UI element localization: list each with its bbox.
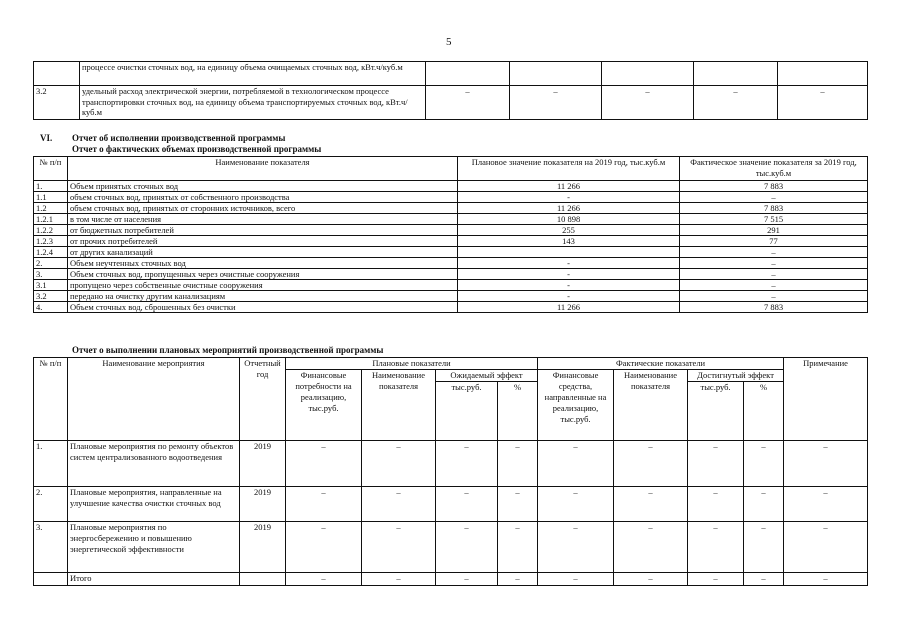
- row-number: 1.2.3: [34, 236, 68, 247]
- row-number: 2.: [34, 487, 68, 522]
- row-name: Итого: [68, 573, 240, 586]
- row-fact: –: [680, 247, 868, 258]
- row-number: 3.1: [34, 280, 68, 291]
- row-number: [34, 573, 68, 586]
- cell: –: [744, 522, 784, 573]
- table-header-row: [34, 358, 868, 370]
- cell: –: [286, 441, 362, 487]
- energy-consumption-table: [33, 61, 868, 120]
- table-row: [34, 181, 868, 192]
- cell: [778, 62, 868, 86]
- header-fact-effect-rub: тыс.руб.: [688, 382, 744, 441]
- row-year: 2019: [240, 441, 286, 487]
- row-number: 3.: [34, 522, 68, 573]
- cell: –: [436, 487, 498, 522]
- row-name: Объем неучтенных сточных вод: [68, 258, 458, 269]
- row-plan: -: [458, 269, 680, 280]
- cell: –: [744, 573, 784, 586]
- row-plan: -: [458, 291, 680, 302]
- table-row: [34, 214, 868, 225]
- cell: –: [436, 573, 498, 586]
- cell: –: [498, 522, 538, 573]
- header-name: Наименование мероприятия: [68, 358, 240, 441]
- measures-table: [33, 357, 868, 586]
- header-num: № п/п: [34, 157, 68, 181]
- row-name: Плановые мероприятия по энергосбережению и повышению энергетической эффективности: [68, 522, 240, 573]
- header-plan-indicator: Наименование показателя: [362, 370, 436, 441]
- row-number: 1.2: [34, 203, 68, 214]
- table-row: [34, 225, 868, 236]
- row-plan: -: [458, 258, 680, 269]
- cell: –: [362, 441, 436, 487]
- cell: –: [538, 522, 614, 573]
- table-row: [34, 258, 868, 269]
- cell: –: [286, 487, 362, 522]
- table-row: [34, 441, 868, 487]
- section-number: VI.: [40, 133, 53, 143]
- row-fact: 77: [680, 236, 868, 247]
- cell: –: [498, 573, 538, 586]
- row-number: 1.: [34, 181, 68, 192]
- cell: –: [688, 487, 744, 522]
- cell: –: [362, 487, 436, 522]
- cell: –: [362, 522, 436, 573]
- cell: –: [538, 573, 614, 586]
- cell: –: [784, 573, 868, 586]
- row-plan: -: [458, 280, 680, 291]
- cell: –: [362, 573, 436, 586]
- table-row: [34, 522, 868, 573]
- cell: –: [744, 441, 784, 487]
- row-name: объем сточных вод, принятых от собственного производства: [68, 192, 458, 203]
- row-name: Объем сточных вод, сброшенных без очистки: [68, 302, 458, 313]
- row-fact: 7 515: [680, 214, 868, 225]
- cell: [602, 62, 694, 86]
- row-plan: 143: [458, 236, 680, 247]
- row-name: пропущено через собственные очистные сооружения: [68, 280, 458, 291]
- row-plan: 11 266: [458, 302, 680, 313]
- row-fact: 291: [680, 225, 868, 236]
- header-plan-effect: Ожидаемый эффект: [436, 370, 538, 382]
- row-text: процессе очистки сточных вод, на единицу объема очищаемых сточных вод, кВт.ч/куб.м: [80, 62, 426, 86]
- row-number: 1.2.1: [34, 214, 68, 225]
- table-row: [34, 269, 868, 280]
- header-fact-effect-pct: %: [744, 382, 784, 441]
- cell: –: [688, 573, 744, 586]
- row-name: от прочих потребителей: [68, 236, 458, 247]
- row-number: 3.2: [34, 291, 68, 302]
- header-num: № п/п: [34, 358, 68, 441]
- cell: –: [694, 86, 778, 120]
- page-number: 5: [446, 36, 452, 48]
- cell: [694, 62, 778, 86]
- row-plan: 255: [458, 225, 680, 236]
- row-name: Объем сточных вод, пропущенных через очистные сооружения: [68, 269, 458, 280]
- header-plan-group: Плановые показатели: [286, 358, 538, 370]
- table-header-row: [34, 157, 868, 181]
- cell: –: [498, 487, 538, 522]
- row-number: 3.: [34, 269, 68, 280]
- row-name: в том числе от населения: [68, 214, 458, 225]
- header-plan: Плановое значение показателя на 2019 год, тыс.куб.м: [458, 157, 680, 181]
- cell: –: [286, 522, 362, 573]
- row-number: 4.: [34, 302, 68, 313]
- row-name: от других канализаций: [68, 247, 458, 258]
- header-plan-effect-pct: %: [498, 382, 538, 441]
- table-row: [34, 302, 868, 313]
- cell: –: [614, 441, 688, 487]
- cell: –: [784, 441, 868, 487]
- header-note: Примечание: [784, 358, 868, 441]
- row-name: объем сточных вод, принятых от сторонних источников, всего: [68, 203, 458, 214]
- row-name: Объем принятых сточных вод: [68, 181, 458, 192]
- table-row: [34, 280, 868, 291]
- cell: –: [778, 86, 868, 120]
- section-subtitle-volumes: Отчет о фактических объемах производственной программы: [72, 144, 322, 154]
- header-fact-group: Фактические показатели: [538, 358, 784, 370]
- cell: –: [602, 86, 694, 120]
- cell: –: [688, 522, 744, 573]
- cell: –: [784, 487, 868, 522]
- table-row: [34, 487, 868, 522]
- table-row: [34, 247, 868, 258]
- cell: –: [614, 573, 688, 586]
- row-name: Плановые мероприятия по ремонту объектов систем централизованного водоотведения: [68, 441, 240, 487]
- cell: –: [614, 522, 688, 573]
- cell: –: [538, 441, 614, 487]
- table-total-row: [34, 573, 868, 586]
- cell: –: [426, 86, 510, 120]
- row-number: 2.: [34, 258, 68, 269]
- cell: –: [498, 441, 538, 487]
- row-fact: –: [680, 291, 868, 302]
- row-fact: –: [680, 280, 868, 291]
- header-fact: Фактическое значение показателя за 2019 год, тыс.куб.м: [680, 157, 868, 181]
- row-name: от бюджетных потребителей: [68, 225, 458, 236]
- row-year: [240, 573, 286, 586]
- header-plan-finance: Финансовые потребности на реализацию, тыс.руб.: [286, 370, 362, 441]
- table-row: [34, 62, 868, 86]
- section-title: Отчет об исполнении производственной программы: [72, 133, 286, 143]
- header-fact-effect: Достигнутый эффект: [688, 370, 784, 382]
- row-number: 1.: [34, 441, 68, 487]
- volumes-table: [33, 156, 868, 313]
- row-number: 3.2: [34, 86, 80, 120]
- cell: –: [510, 86, 602, 120]
- cell: [510, 62, 602, 86]
- section-subtitle-measures: Отчет о выполнении плановых мероприятий производственной программы: [72, 345, 384, 355]
- row-plan: -: [458, 192, 680, 203]
- row-number: 1.1: [34, 192, 68, 203]
- row-fact: 7 883: [680, 203, 868, 214]
- row-year: 2019: [240, 522, 286, 573]
- cell: –: [538, 487, 614, 522]
- cell: –: [286, 573, 362, 586]
- row-plan: 11 266: [458, 181, 680, 192]
- row-fact: 7 883: [680, 181, 868, 192]
- header-fact-finance: Финансовые средства, направленные на реализацию, тыс.руб.: [538, 370, 614, 441]
- row-number: [34, 62, 80, 86]
- row-fact: –: [680, 269, 868, 280]
- cell: –: [614, 487, 688, 522]
- table-row: [34, 203, 868, 214]
- row-fact: 7 883: [680, 302, 868, 313]
- table-row: [34, 236, 868, 247]
- row-plan: 11 266: [458, 203, 680, 214]
- header-plan-effect-rub: тыс.руб.: [436, 382, 498, 441]
- row-number: 1.2.2: [34, 225, 68, 236]
- header-name: Наименование показателя: [68, 157, 458, 181]
- row-text: удельный расход электрической энергии, потребляемой в технологическом процессе транспортировки сточных вод, на единицу объема транспортируемых сточных вод, кВт.ч/куб.м: [80, 86, 426, 120]
- row-name: Плановые мероприятия, направленные на улучшение качества очистки сточных вод: [68, 487, 240, 522]
- row-number: 1.2.4: [34, 247, 68, 258]
- row-year: 2019: [240, 487, 286, 522]
- row-name: передано на очистку другим канализациям: [68, 291, 458, 302]
- header-fact-indicator: Наименование показателя: [614, 370, 688, 441]
- header-year: Отчетный год: [240, 358, 286, 441]
- cell: –: [688, 441, 744, 487]
- cell: –: [436, 522, 498, 573]
- row-fact: –: [680, 258, 868, 269]
- cell: [426, 62, 510, 86]
- cell: –: [744, 487, 784, 522]
- table-row: [34, 86, 868, 120]
- table-row: [34, 291, 868, 302]
- cell: –: [784, 522, 868, 573]
- row-plan: 10 898: [458, 214, 680, 225]
- row-fact: –: [680, 192, 868, 203]
- table-row: [34, 192, 868, 203]
- row-plan: [458, 247, 680, 258]
- cell: –: [436, 441, 498, 487]
